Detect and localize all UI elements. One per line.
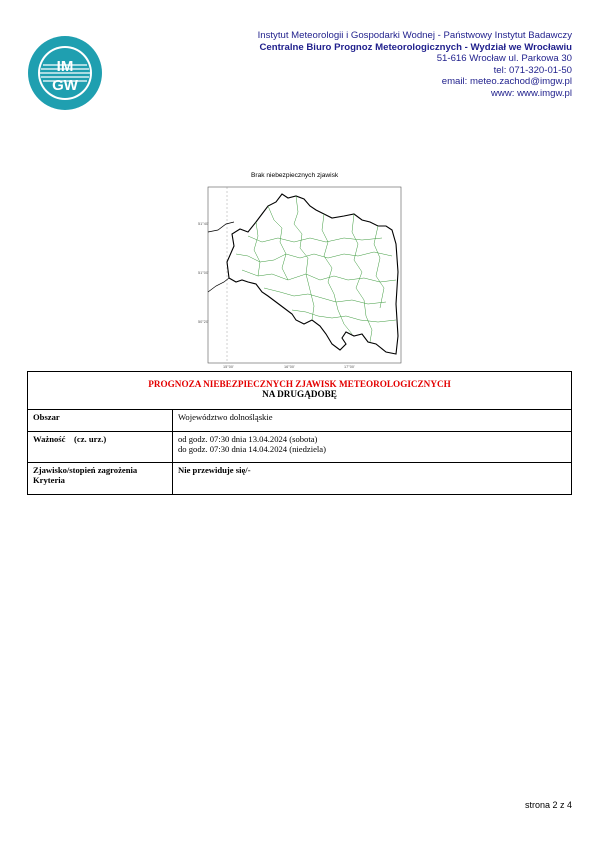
validity-row [28, 432, 572, 463]
area-value: Województwo dolnośląskie [173, 410, 572, 432]
warning-map [196, 184, 406, 370]
x-tick-3: 17°00' [344, 365, 355, 369]
validity-from: od godz. 07:30 dnia 13.04.2024 (sobota) [178, 434, 318, 444]
forecast-title-line2: NA DRUGĄDOBĘ [262, 389, 337, 399]
x-tick-2: 16°00' [284, 365, 295, 369]
phenomenon-row [28, 463, 572, 495]
validity-label: Ważność (cz. urz.) [28, 432, 173, 463]
phenomenon-value: Nie przewiduje się/- [173, 463, 572, 495]
institution-header [258, 30, 572, 100]
phenomenon-label-line2: Kryteria [33, 475, 65, 485]
area-row [28, 410, 572, 432]
email: email: meteo.zachod@imgw.pl [441, 76, 572, 88]
institute-name: Instytut Meteorologii i Gospodarki Wodnej - Państwowy Instytut Badawczy [257, 30, 572, 41]
imgw-logo [27, 35, 103, 111]
forecast-table [27, 371, 572, 495]
y-tick-3: 50°20' [198, 320, 209, 324]
forecast-title-row [28, 372, 572, 410]
forecast-title-line1: PROGNOZA NIEBEZPIECZNYCH ZJAWISK METEOROLOGICZNYCH [148, 379, 451, 389]
phone: tel: 071-320-01-50 [493, 64, 572, 76]
area-label: Obszar [28, 410, 173, 432]
logo-text-top: IM [56, 58, 74, 75]
y-tick-2: 51°00' [198, 271, 209, 275]
validity-value [173, 432, 572, 463]
validity-to: do godz. 07:30 dnia 14.04.2024 (niedziela) [178, 444, 326, 454]
x-tick-1: 15°00' [223, 365, 234, 369]
forecast-title [28, 372, 572, 410]
y-tick-1: 51°40' [198, 222, 209, 226]
page-number: strona 2 z 4 [524, 800, 572, 810]
logo-text-bottom: GW [52, 77, 78, 94]
phenomenon-label [28, 463, 173, 495]
map-title: Brak niebezpiecznych zjawisk [251, 172, 339, 179]
phenomenon-label-line1: Zjawisko/stopień zagrożenia [33, 465, 138, 475]
website: www: www.imgw.pl [490, 87, 572, 99]
address: 51-616 Wrocław ul. Parkowa 30 [436, 53, 572, 65]
bureau-name: Centralne Biuro Prognoz Meteorologicznych - Wydział we Wrocławiu [259, 41, 572, 53]
